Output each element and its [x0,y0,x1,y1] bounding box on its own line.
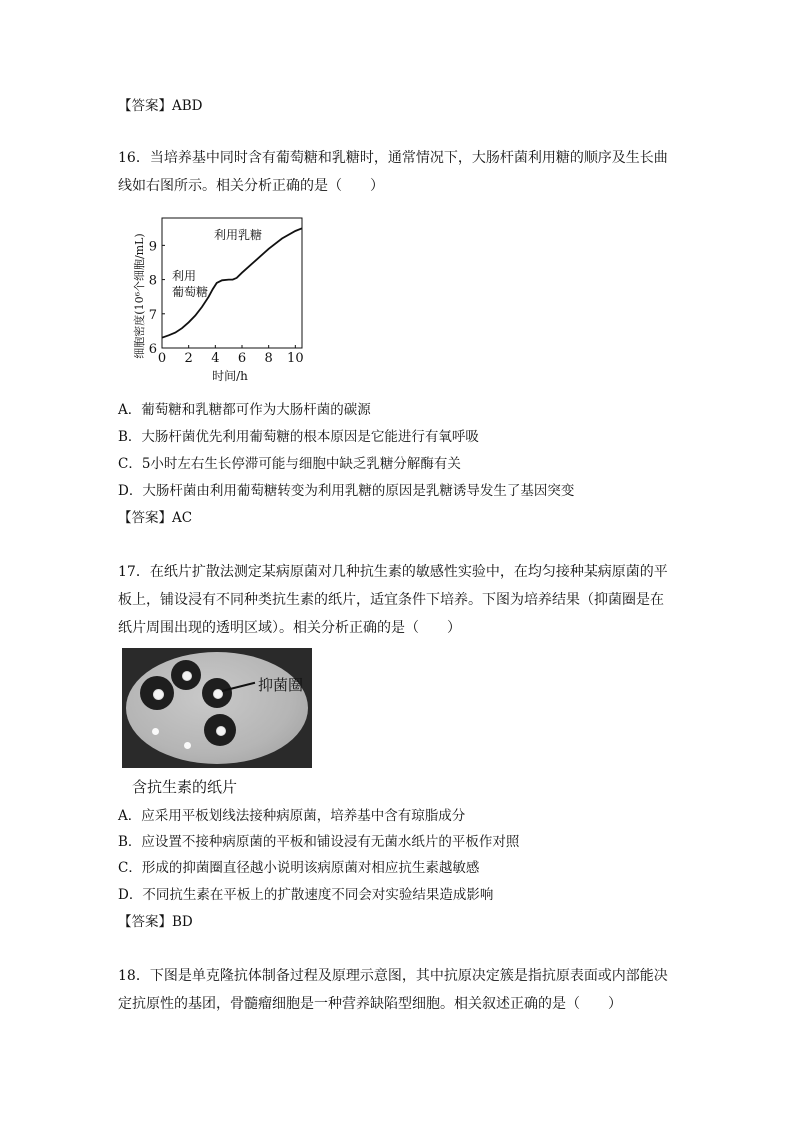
antibiotic-paper-disc [153,689,164,700]
antibiotic-paper-label: 含抗生素的纸片 [132,778,238,796]
y-tick-label: 8 [148,273,157,289]
q17-option-c: C．形成的抑菌圈直径越小说明该病原菌对相应抗生素越敏感 [118,860,480,876]
y-tick-label: 9 [148,239,157,255]
answer-15: 【答案】ABD [118,98,203,114]
q17-line-3: 纸片周围出现的透明区域）。相关分析正确的是（ ） [118,620,461,636]
q16-line-1: 16．当培养基中同时含有葡萄糖和乳糖时，通常情况下，大肠杆菌利用糖的顺序及生长曲 [118,150,668,166]
q16-option-c: C．5小时左右生长停滞可能与细胞中缺乏乳糖分解酶有关 [118,456,461,472]
q17-line-2: 板上，铺设浸有不同种类抗生素的纸片，适宜条件下培养。下图为培养结果（抑菌圈是在 [118,592,664,608]
q17-option-a: A．应采用平板划线法接种病原菌，培养基中含有琼脂成分 [118,808,466,824]
antibiotic-paper-disc [216,726,226,736]
x-tick-label: 0 [157,351,167,366]
agar-plate [126,652,308,764]
y-axis-label: 细胞密度(10⁶个细胞/mL) [133,233,146,359]
q17-option-d: D．不同抗生素在平板上的扩散速度不同会对实验结果造成影响 [118,887,494,903]
annotation-glucose-line2: 葡萄糖 [172,285,209,299]
x-tick-label: 10 [287,351,304,366]
x-tick-label: 4 [211,351,220,366]
y-tick-label: 7 [148,307,157,323]
q16-line-2: 线如右图所示。相关分析正确的是（ ） [118,178,384,194]
q16-option-d: D．大肠杆菌由利用葡萄糖转变为利用乳糖的原因是乳糖诱导发生了基因突变 [118,483,575,499]
y-tick-label: 6 [148,342,157,357]
q18-line-1: 18．下图是单克隆抗体制备过程及原理示意图，其中抗原决定簇是指抗原表面或内部能决 [118,968,668,984]
antibiotic-paper-disc [184,742,191,749]
x-tick-label: 8 [264,351,273,366]
q16-option-b: B．大肠杆菌优先利用葡萄糖的根本原因是它能进行有氧呼吸 [118,429,479,445]
annotation-glucose-line1: 利用 [172,269,197,283]
antibiotic-paper-disc [182,671,192,681]
inhibition-zone-label: 抑菌圈 [258,676,304,694]
petri-dish-photo [122,648,312,768]
x-tick-label: 2 [184,351,193,366]
growth-curve-chart [132,210,312,386]
annotation-lactose: 利用乳糖 [214,228,263,242]
growth-curve-line [162,228,302,337]
x-tick-label: 6 [237,351,247,366]
answer-17: 【答案】BD [118,914,193,930]
antibiotic-paper-disc [152,728,159,735]
q16-option-a: A．葡萄糖和乳糖都可作为大肠杆菌的碳源 [118,402,371,418]
q17-line-1: 17．在纸片扩散法测定某病原菌对几种抗生素的敏感性实验中，在均匀接种某病原菌的平 [118,564,668,580]
x-axis-label: 时间/h [212,369,248,383]
answer-16: 【答案】AC [118,510,193,526]
q18-line-2: 定抗原性的基团，骨髓瘤细胞是一种营养缺陷型细胞。相关叙述正确的是（ ） [118,996,622,1012]
q17-option-b: B．应设置不接种病原菌的平板和铺设浸有无菌水纸片的平板作对照 [118,834,520,850]
